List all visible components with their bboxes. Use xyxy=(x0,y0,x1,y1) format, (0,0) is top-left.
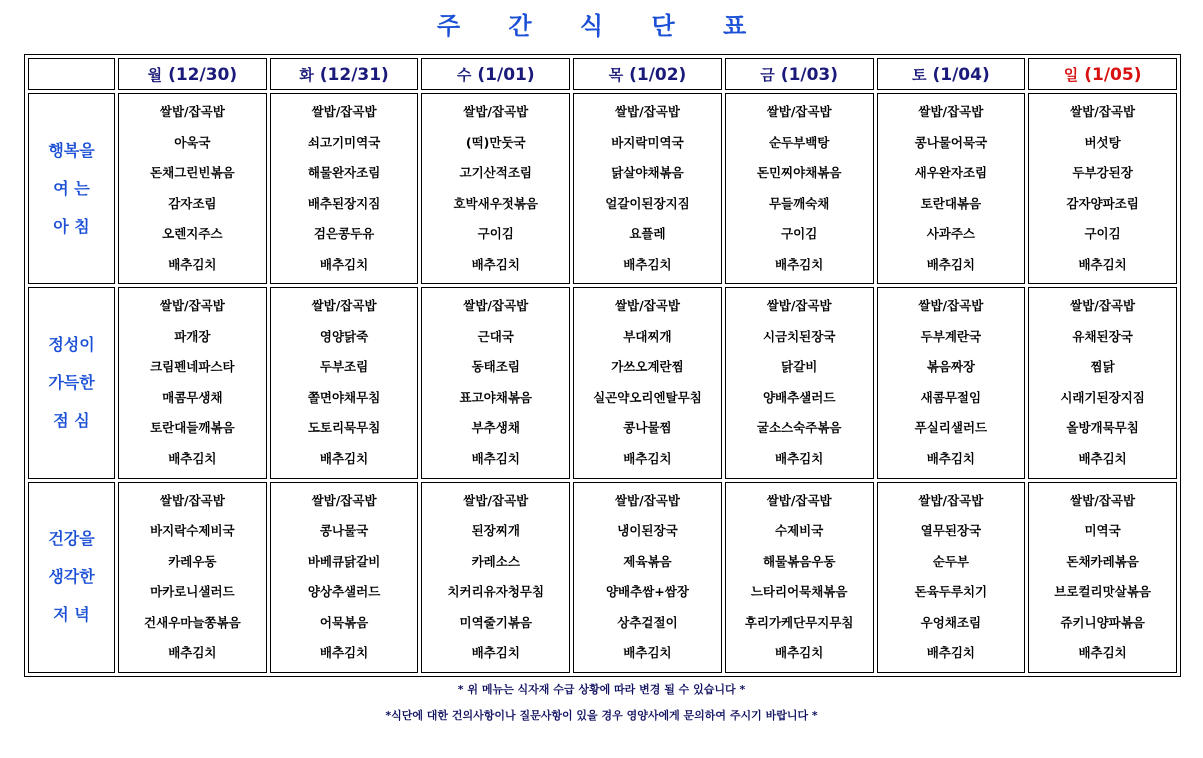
dish-item: 쌀밥/잡곡밥 xyxy=(918,298,984,314)
dish-item: 쌀밥/잡곡밥 xyxy=(159,104,225,120)
day-date: (1/04) xyxy=(932,64,990,85)
menu-cell xyxy=(118,482,267,673)
dish-item: 올방개묵무침 xyxy=(1066,420,1139,436)
dish-item: 미역줄기볶음 xyxy=(459,614,532,630)
dish-item: 바베큐닭갈비 xyxy=(307,553,381,569)
menu-cell xyxy=(725,287,874,478)
dish-item: 쌀밥/잡곡밥 xyxy=(766,104,832,120)
dish-item: 표고야채볶음 xyxy=(459,389,532,405)
dish-item: 굴소스숙주볶음 xyxy=(756,420,842,436)
menu-cell xyxy=(421,482,570,673)
dish-item: 부추생채 xyxy=(471,420,520,436)
day-date: (1/01) xyxy=(477,64,535,85)
dish-item: 도토리묵무침 xyxy=(307,420,381,436)
meal-row xyxy=(28,482,1177,673)
meal-label-cell xyxy=(28,93,115,284)
dish-item: 매콤무생채 xyxy=(162,389,223,405)
dish-item: 수제비국 xyxy=(775,523,824,539)
menu-cell xyxy=(573,482,722,673)
dish-item: 고기산적조림 xyxy=(459,165,532,181)
dish-item: 쌀밥/잡곡밥 xyxy=(159,298,225,314)
dish-item: 배추김치 xyxy=(168,645,217,661)
dish-item: 바지락수제비국 xyxy=(150,523,235,539)
dish-item: 돈육두루치기 xyxy=(914,584,988,600)
dish-item: 돈민찌야채볶음 xyxy=(756,165,842,181)
dish-item: 미역국 xyxy=(1084,523,1121,539)
dish-item: 두부계란국 xyxy=(920,328,982,344)
menu-cell xyxy=(1028,93,1177,284)
dish-item: 배추김치 xyxy=(319,450,369,466)
menu-cell xyxy=(421,93,570,284)
dish-item: 구이김 xyxy=(781,226,818,242)
meal-label-line: 정성이 xyxy=(48,334,95,354)
dish-item: 배추김치 xyxy=(471,645,520,661)
dish-item: 사과주스 xyxy=(926,226,976,242)
dish-item: 배추김치 xyxy=(319,256,369,272)
dish-item: 쌀밥/잡곡밥 xyxy=(463,298,529,314)
dish-item: 배추김치 xyxy=(471,256,520,272)
dish-item: 돈채카레볶음 xyxy=(1066,553,1139,569)
dish-item: 동태조림 xyxy=(471,359,520,375)
dish-item: 시금치된장국 xyxy=(762,328,836,344)
menu-cell xyxy=(725,482,874,673)
dish-item: 돈채그린빈볶음 xyxy=(150,165,235,181)
dish-item: 치커리유자청무침 xyxy=(447,584,545,600)
notice-substitution: * 위 메뉴는 식자재 수급 상황에 따라 변경 될 수 있습니다 * xyxy=(457,683,746,696)
menu-cell xyxy=(270,482,419,673)
dish-item: 느타리어묵채볶음 xyxy=(750,584,848,600)
dish-item: 실곤약오리엔탈무침 xyxy=(593,389,702,405)
weekly-menu-table xyxy=(24,54,1181,677)
menu-cell xyxy=(1028,287,1177,478)
dish-item: 쌀밥/잡곡밥 xyxy=(159,492,225,508)
dish-item: 우엉채조림 xyxy=(920,614,982,630)
dish-item: 쌀밥/잡곡밥 xyxy=(614,298,680,314)
dish-item: 유채된장국 xyxy=(1072,328,1133,344)
dish-item: 쌀밥/잡곡밥 xyxy=(614,492,680,508)
dish-item: 쌀밥/잡곡밥 xyxy=(766,492,832,508)
meal-label-line: 가득한 xyxy=(48,372,95,392)
dish-item: 쌀밥/잡곡밥 xyxy=(918,492,984,508)
meal-label-line: 여 는 xyxy=(53,178,90,198)
menu-cell xyxy=(573,287,722,478)
dish-item: 볶음짜장 xyxy=(926,359,976,375)
dish-item: 해물볶음우동 xyxy=(762,553,836,569)
meal-label-line: 저 녁 xyxy=(53,605,90,625)
day-header xyxy=(1028,58,1177,90)
dish-item: 감자양파조림 xyxy=(1066,195,1139,211)
day-date: (1/02) xyxy=(629,64,687,85)
menu-cell xyxy=(877,482,1026,673)
day-header xyxy=(421,58,570,90)
dish-item: 부대찌개 xyxy=(623,328,672,344)
menu-cell xyxy=(270,93,419,284)
dish-item: 어묵볶음 xyxy=(319,614,369,630)
dish-item: 쌀밥/잡곡밥 xyxy=(311,104,377,120)
dish-item: 가쓰오계란찜 xyxy=(611,359,684,375)
dish-item: 배추김치 xyxy=(168,450,217,466)
meal-label-line: 점 심 xyxy=(53,410,90,430)
dish-item: 양배추쌈+쌈장 xyxy=(605,584,689,600)
meal-label-cell xyxy=(28,482,115,673)
dish-item: 호박새우젓볶음 xyxy=(453,195,539,211)
dish-item: 시래기된장지짐 xyxy=(1060,389,1145,405)
dish-item: 푸실리샐러드 xyxy=(914,420,988,436)
day-header xyxy=(573,58,722,90)
dish-item: 파개장 xyxy=(174,328,211,344)
dish-item: 콩나물어묵국 xyxy=(914,134,988,150)
day-date: (1/03) xyxy=(780,64,839,85)
dish-item: 상추겉절이 xyxy=(617,614,678,630)
dish-item: 배추김치 xyxy=(623,645,672,661)
dish-item: 얼갈이된장지짐 xyxy=(605,195,690,211)
dish-item: 영양닭죽 xyxy=(319,328,369,344)
dish-item: 마카로니샐러드 xyxy=(150,584,235,600)
dish-item: 양상추샐러드 xyxy=(307,584,381,600)
day-wed-icon: 수 xyxy=(456,65,472,84)
dish-item: 무들깨숙채 xyxy=(768,195,830,211)
dish-item: 쌀밥/잡곡밥 xyxy=(1070,492,1136,508)
dish-item: 쌀밥/잡곡밥 xyxy=(614,104,680,120)
dish-item: 오렌지주스 xyxy=(162,226,223,242)
dish-item: 배추김치 xyxy=(623,256,672,272)
dish-item: (떡)만둣국 xyxy=(465,134,526,150)
dish-item: 된장찌개 xyxy=(471,523,520,539)
dish-item: 냉이된장국 xyxy=(617,523,678,539)
day-header xyxy=(725,58,874,90)
day-header xyxy=(877,58,1026,90)
dish-item: 검은콩두유 xyxy=(313,226,375,242)
day-date: (12/30) xyxy=(168,64,238,85)
dish-item: 쌀밥/잡곡밥 xyxy=(918,104,984,120)
day-header xyxy=(118,58,267,90)
dish-item: 배추김치 xyxy=(1078,256,1127,272)
dish-item: 배추김치 xyxy=(926,256,976,272)
dish-item: 닭살야채볶음 xyxy=(611,165,684,181)
meal-label-line: 행복을 xyxy=(48,140,95,160)
dish-item: 배추김치 xyxy=(319,645,369,661)
meal-label-line: 아 침 xyxy=(53,216,90,236)
dish-item: 새콤무절임 xyxy=(920,389,982,405)
meal-label-line: 건강을 xyxy=(48,529,95,549)
dish-item: 건새우마늘쫑볶음 xyxy=(144,614,241,630)
dish-item: 카레우동 xyxy=(168,553,217,569)
dish-item: 배추김치 xyxy=(775,645,824,661)
dish-item: 감자조림 xyxy=(168,195,217,211)
day-fri-icon: 금 xyxy=(760,65,775,84)
dish-item: 열무된장국 xyxy=(920,523,982,539)
menu-cell xyxy=(1028,482,1177,673)
dish-item: 구이김 xyxy=(477,226,514,242)
day-tue-icon: 화 xyxy=(299,65,314,84)
dish-item: 아욱국 xyxy=(174,134,211,150)
dish-item: 쥬키니양파볶음 xyxy=(1060,614,1145,630)
dish-item: 순두부 xyxy=(932,553,969,569)
dish-item: 브로컬리맛살볶음 xyxy=(1054,584,1151,600)
dish-item: 쌀밥/잡곡밥 xyxy=(311,492,377,508)
date-header-row xyxy=(28,58,1177,90)
dish-item: 후리가케단무지무침 xyxy=(744,614,854,630)
dish-item: 해물완자조림 xyxy=(307,165,381,181)
meal-label-line: 생각한 xyxy=(48,567,95,587)
dish-item: 쫄면야채무침 xyxy=(307,389,381,405)
day-mon-icon: 월 xyxy=(147,65,163,84)
menu-cell xyxy=(573,93,722,284)
dish-item: 배추김치 xyxy=(168,256,217,272)
menu-cell xyxy=(270,287,419,478)
dish-item: 배추된장지짐 xyxy=(307,195,381,211)
dish-item: 쌀밥/잡곡밥 xyxy=(463,492,529,508)
dish-item: 요플레 xyxy=(629,226,666,242)
dish-item: 버섯탕 xyxy=(1084,134,1121,150)
page-title: 주 간 식 단 표 xyxy=(436,12,767,40)
menu-cell xyxy=(725,93,874,284)
dish-item: 두부강된장 xyxy=(1072,165,1133,181)
dish-item: 배추김치 xyxy=(1078,450,1127,466)
day-date: (12/31) xyxy=(319,64,389,85)
day-sun-icon: 일 xyxy=(1063,65,1079,84)
dish-item: 크림펜네파스타 xyxy=(150,359,235,375)
dish-item: 제육볶음 xyxy=(623,553,672,569)
dish-item: 순두부백탕 xyxy=(768,134,830,150)
dish-item: 쌀밥/잡곡밥 xyxy=(1070,298,1136,314)
dish-item: 배추김치 xyxy=(775,450,824,466)
dish-item: 쌀밥/잡곡밥 xyxy=(1070,104,1136,120)
dish-item: 새우완자조림 xyxy=(914,165,988,181)
dish-item: 배추김치 xyxy=(471,450,520,466)
dish-item: 쌀밥/잡곡밥 xyxy=(766,298,832,314)
menu-cell xyxy=(421,287,570,478)
meal-label-cell xyxy=(28,287,115,478)
dish-item: 배추김치 xyxy=(926,450,976,466)
dish-item: 쇠고기미역국 xyxy=(307,134,381,150)
menu-cell xyxy=(877,287,1026,478)
menu-cell xyxy=(877,93,1026,284)
day-header xyxy=(270,58,419,90)
dish-item: 양배추샐러드 xyxy=(762,389,836,405)
dish-item: 구이김 xyxy=(1084,226,1121,242)
dish-item: 콩나물찜 xyxy=(623,420,672,436)
day-thu-icon: 목 xyxy=(608,65,624,84)
dish-item: 닭갈비 xyxy=(781,359,818,375)
dish-item: 찜닭 xyxy=(1090,359,1115,375)
dish-item: 배추김치 xyxy=(1078,645,1127,661)
dish-item: 배추김치 xyxy=(926,645,976,661)
dish-item: 토란대볶음 xyxy=(920,195,982,211)
dish-item: 카레소스 xyxy=(471,553,520,569)
day-sat-icon: 토 xyxy=(912,65,927,84)
menu-cell xyxy=(118,93,267,284)
dish-item: 두부조림 xyxy=(319,359,369,375)
meal-row xyxy=(28,287,1177,478)
meal-row xyxy=(28,93,1177,284)
dish-item: 근대국 xyxy=(477,328,514,344)
dish-item: 토란대들깨볶음 xyxy=(150,420,235,436)
dish-item: 쌀밥/잡곡밥 xyxy=(463,104,529,120)
dish-item: 바지락미역국 xyxy=(611,134,684,150)
dish-item: 콩나물국 xyxy=(319,523,369,539)
dish-item: 배추김치 xyxy=(623,450,672,466)
menu-cell xyxy=(118,287,267,478)
dish-item: 쌀밥/잡곡밥 xyxy=(311,298,377,314)
day-date: (1/05) xyxy=(1084,64,1142,85)
dish-item: 배추김치 xyxy=(775,256,824,272)
notice-inquiry: *식단에 대한 건의사항이나 질문사항이 있을 경우 영양사에게 문의하여 주시기 바랍니다 * xyxy=(385,709,818,722)
corner-cell xyxy=(28,58,115,90)
